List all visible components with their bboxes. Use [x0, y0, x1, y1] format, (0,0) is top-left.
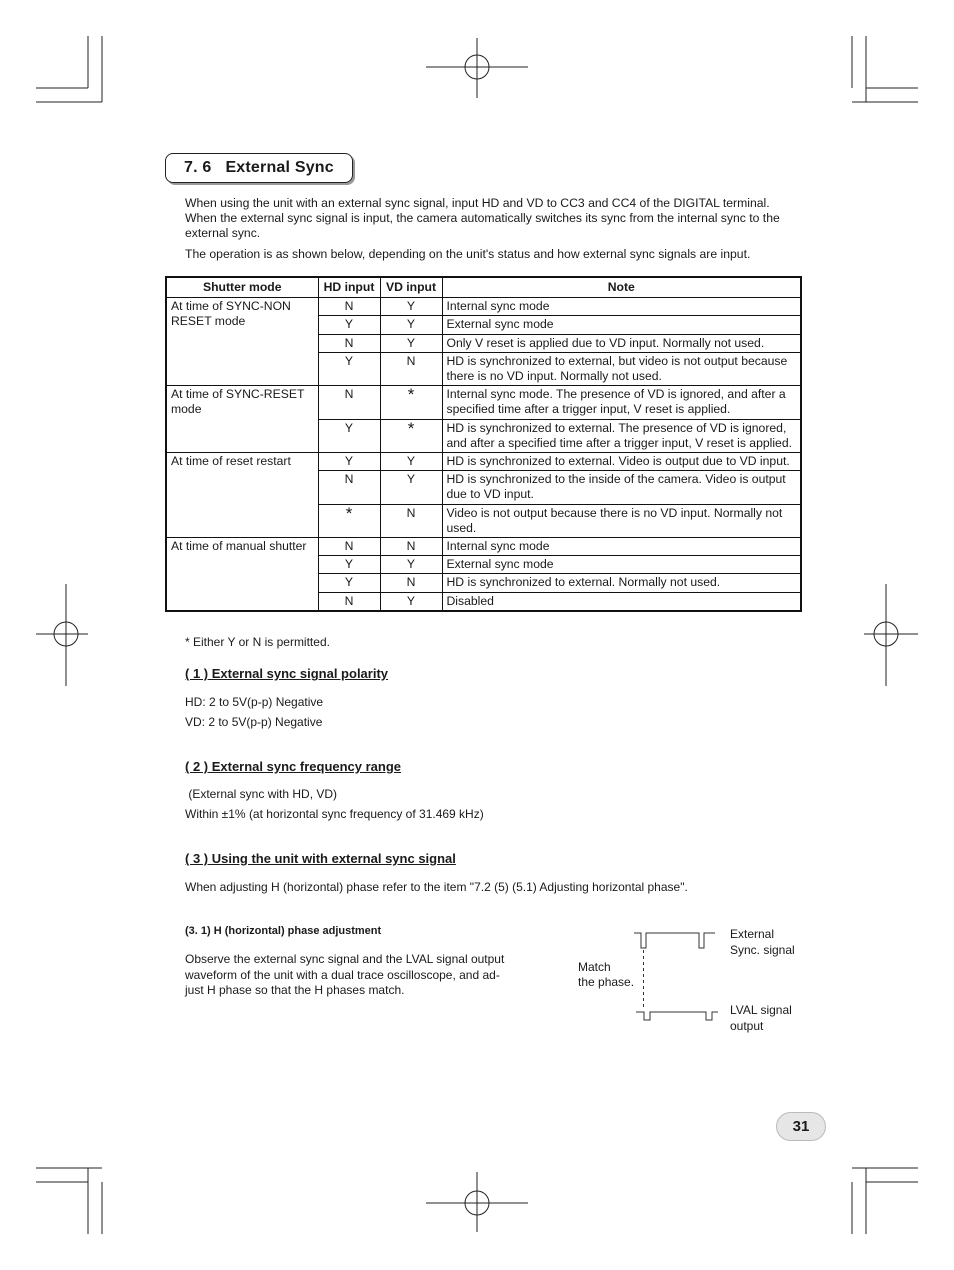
vd-input-cell: Y: [380, 298, 442, 316]
intro-operation-line: The operation is as shown below, depending on the unit's status and how external sync signals are input.: [185, 247, 751, 261]
vd-input-cell: Y: [380, 592, 442, 611]
using-heading: ( 3 ) Using the unit with external sync signal: [185, 851, 456, 866]
section-number: 7. 6: [184, 159, 212, 176]
note-cell: HD is synchronized to external. Normally not used.: [442, 574, 801, 592]
external-sync-table: [165, 276, 802, 612]
note-cell: HD is synchronized to external. Video is output due to VD input.: [442, 453, 801, 471]
table-header-row: [166, 277, 801, 298]
vd-input-cell: Y: [380, 471, 442, 504]
intro-line: When using the unit with an external sync signal, input HD and VD to CC3 and CC4 of the DIGITAL terminal.: [185, 196, 770, 210]
lval-label: [730, 1002, 792, 1034]
note-cell: Internal sync mode: [442, 298, 801, 316]
note-cell: HD is synchronized to the inside of the camera. Video is output due to VD input.: [442, 471, 801, 504]
hd-input-cell: Y: [318, 556, 380, 574]
frequency-line: Within ±1% (at horizontal sync frequency of 31.469 kHz): [185, 807, 484, 821]
hd-input-cell: N: [318, 386, 380, 419]
vd-input-cell: N: [380, 504, 442, 537]
vd-input-cell: Y: [380, 316, 442, 334]
note-cell: HD is synchronized to external. The presence of VD is ignored, and after a specified time after a trigger input, V reset is applied.: [442, 419, 801, 452]
shutter-mode-cell: At time of SYNC-RESET mode: [166, 386, 318, 453]
column-header-hd-input: HD input: [318, 277, 380, 298]
vd-input-cell: N: [380, 352, 442, 385]
external-sync-waveform: [634, 933, 715, 948]
polarity-vd: VD: 2 to 5V(p-p) Negative: [185, 715, 323, 729]
hd-input-cell: Y: [318, 352, 380, 385]
frequency-line: (External sync with HD, VD): [185, 787, 338, 801]
vd-input-cell: Y: [380, 556, 442, 574]
vd-input-cell: *: [380, 419, 442, 452]
page-number: 31: [776, 1112, 826, 1141]
intro-line: When the external sync signal is input, the camera automatically switches its sync from the internal sync to the: [185, 211, 780, 226]
match-phase-label: [578, 960, 634, 990]
lval-label-line: output: [730, 1019, 764, 1033]
vd-input-cell: N: [380, 574, 442, 592]
phase-line: just H phase so that the H phases match.: [185, 983, 405, 997]
hd-input-cell: Y: [318, 316, 380, 334]
match-label-line: Match: [578, 960, 611, 974]
registration-mark-bottom: [422, 1172, 532, 1232]
phase-line: waveform of the unit with a dual trace oscilloscope, and ad-: [185, 967, 500, 982]
external-label-line: External: [730, 927, 775, 941]
phase-waveform-diagram: [630, 928, 720, 1028]
registration-mark-left: [36, 580, 96, 690]
registration-mark-top: [422, 38, 532, 98]
note-cell: Video is not output because there is no VD input. Normally not used.: [442, 504, 801, 537]
phase-line: Observe the external sync signal and the LVAL signal output: [185, 952, 505, 966]
external-label-line: Sync. signal: [730, 943, 795, 957]
hd-input-cell: N: [318, 334, 380, 352]
hd-input-cell: Y: [318, 419, 380, 452]
polarity-heading: ( 1 ) External sync signal polarity: [185, 666, 389, 681]
lval-label-line: LVAL signal: [730, 1003, 792, 1017]
table-row: [166, 386, 801, 419]
vd-input-cell: *: [380, 386, 442, 419]
shutter-mode-cell: At time of manual shutter: [166, 538, 318, 611]
note-cell: External sync mode: [442, 556, 801, 574]
using-text: When adjusting H (horizontal) phase refer to the item "7.2 (5) (5.1) Adjusting horizontal phase".: [185, 880, 688, 894]
vd-input-cell: N: [380, 538, 442, 556]
vd-input-cell: Y: [380, 334, 442, 352]
table-row: [166, 538, 801, 556]
hd-input-cell: N: [318, 471, 380, 504]
phase-paragraph: [185, 952, 504, 999]
section-title: External Sync: [225, 159, 334, 176]
column-header-vd-input: VD input: [380, 277, 442, 298]
polarity-hd: HD: 2 to 5V(p-p) Negative: [185, 695, 324, 709]
intro-line: external sync.: [185, 226, 261, 241]
hd-input-cell: N: [318, 298, 380, 316]
intro-paragraph: [185, 196, 780, 242]
hd-input-cell: *: [318, 504, 380, 537]
frequency-heading: ( 2 ) External sync frequency range: [185, 759, 402, 774]
hd-input-cell: Y: [318, 574, 380, 592]
note-cell: Only V reset is applied due to VD input. Normally not used.: [442, 334, 801, 352]
note-cell: HD is synchronized to external, but video is not output because there is no VD input. Normally not used.: [442, 352, 801, 385]
hd-input-cell: Y: [318, 453, 380, 471]
table-footnote: * Either Y or N is permitted.: [185, 635, 330, 649]
table-row: [166, 453, 801, 471]
note-cell: Internal sync mode: [442, 538, 801, 556]
registration-mark-right: [858, 580, 918, 690]
table-row: [166, 298, 801, 316]
shutter-mode-cell: At time of SYNC-NON RESET mode: [166, 298, 318, 386]
match-label-line: the phase.: [578, 975, 635, 989]
hd-input-cell: N: [318, 592, 380, 611]
hd-input-cell: N: [318, 538, 380, 556]
lval-waveform: [636, 1012, 718, 1020]
note-cell: Internal sync mode. The presence of VD is ignored, and after a specified time after a trigger input, V reset is applied.: [442, 386, 801, 419]
note-cell: Disabled: [442, 592, 801, 611]
phase-heading: (3. 1) H (horizontal) phase adjustment: [185, 925, 382, 937]
column-header-note: Note: [442, 277, 801, 298]
vd-input-cell: Y: [380, 453, 442, 471]
column-header-shutter-mode: Shutter mode: [166, 277, 318, 298]
external-sync-label: [730, 926, 795, 958]
section-heading: [184, 159, 334, 177]
note-cell: External sync mode: [442, 316, 801, 334]
shutter-mode-cell: At time of reset restart: [166, 453, 318, 538]
